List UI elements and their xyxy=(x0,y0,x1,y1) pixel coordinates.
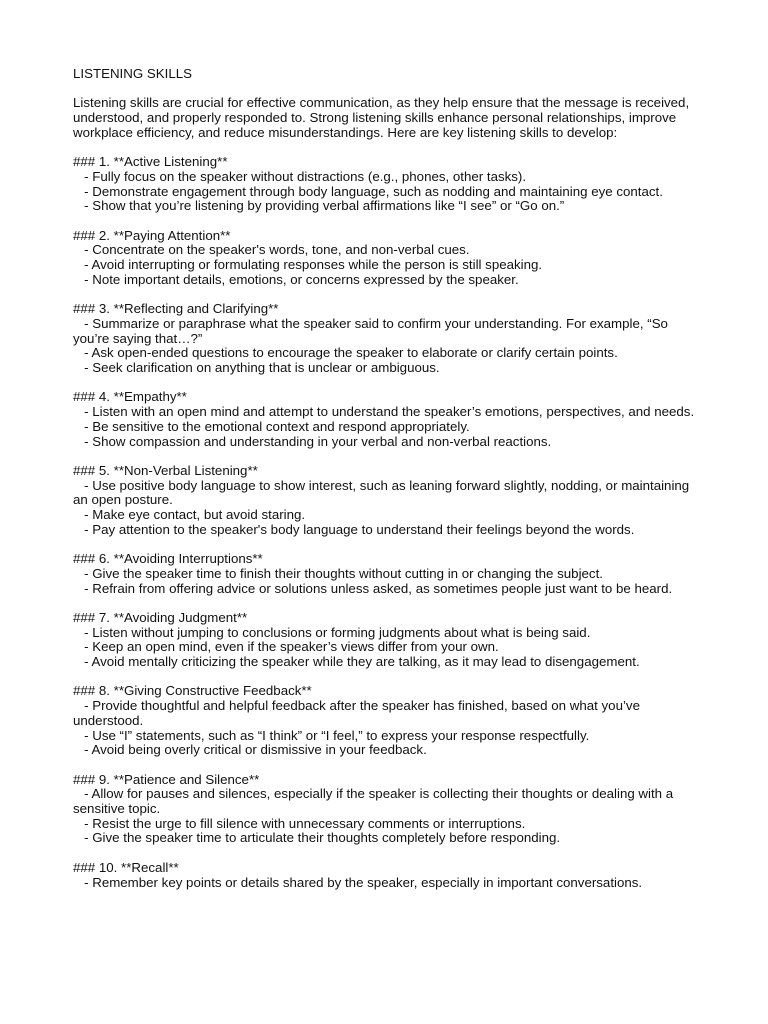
list-item: - Give the speaker time to articulate their thoughts completely before responding. xyxy=(84,830,561,846)
section-heading: ### 6. **Avoiding Interruptions** xyxy=(73,551,263,567)
section-paying-attention xyxy=(73,229,703,288)
list-item: - Allow for pauses and silences, especially if the speaker is collecting their thoughts or dealing with a sensitive topic. xyxy=(73,786,674,816)
section-constructive-feedback xyxy=(73,684,703,758)
list-item: - Keep an open mind, even if the speaker’s views differ from your own. xyxy=(84,639,499,655)
list-item: - Fully focus on the speaker without distractions (e.g., phones, other tasks). xyxy=(84,168,527,184)
section-avoiding-interruptions xyxy=(73,552,703,596)
list-item: - Provide thoughtful and helpful feedback after the speaker has finished, based on what you’ve understood. xyxy=(73,698,640,728)
section-recall xyxy=(73,861,703,890)
section-heading: ### 7. **Avoiding Judgment** xyxy=(73,609,248,625)
document-body xyxy=(73,67,703,905)
section-heading: ### 5. **Non-Verbal Listening** xyxy=(73,462,258,478)
list-item: - Listen with an open mind and attempt to understand the speaker’s emotions, perspectives, and needs. xyxy=(84,404,695,420)
list-item: - Note important details, emotions, or concerns expressed by the speaker. xyxy=(84,271,519,287)
intro-paragraph: Listening skills are crucial for effective communication, as they help ensure that the message is received, understood, and properly responded to. Strong listening skills enhance personal relationships, improve workplace efficiency, and reduce misunderstandings. Here are key listening skills to develop: xyxy=(73,95,690,140)
section-heading: ### 4. **Empathy** xyxy=(73,389,187,405)
list-item: - Seek clarification on anything that is unclear or ambiguous. xyxy=(84,360,440,375)
list-item: - Ask open-ended questions to encourage the speaker to elaborate or clarify certain points. xyxy=(84,345,618,361)
section-heading: ### 9. **Patience and Silence** xyxy=(73,771,260,787)
list-item: - Remember key points or details shared by the speaker, especially in important conversations. xyxy=(84,874,643,890)
section-reflecting-clarifying xyxy=(73,302,703,376)
document-title: LISTENING SKILLS xyxy=(73,66,192,81)
section-empathy xyxy=(73,390,703,449)
list-item: - Be sensitive to the emotional context and respond appropriately. xyxy=(84,418,470,434)
list-item: - Use “I” statements, such as “I think” or “I feel,” to express your response respectfully. xyxy=(84,727,590,743)
section-heading: ### 8. **Giving Constructive Feedback** xyxy=(73,683,312,699)
section-heading: ### 1. **Active Listening** xyxy=(73,154,228,170)
section-active-listening xyxy=(73,155,703,214)
list-item: - Summarize or paraphrase what the speaker said to confirm your understanding. For example, “So you’re saying that…?” xyxy=(73,315,668,346)
section-avoiding-judgment xyxy=(73,611,703,670)
list-item: - Use positive body language to show interest, such as leaning forward slightly, nodding, or maintaining an open posture. xyxy=(73,477,690,508)
section-non-verbal-listening xyxy=(73,464,703,538)
section-heading: ### 2. **Paying Attention** xyxy=(73,227,231,243)
list-item: - Give the speaker time to finish their thoughts without cutting in or changing the subject. xyxy=(84,565,603,581)
list-item: - Show compassion and understanding in your verbal and non-verbal reactions. xyxy=(84,433,552,449)
list-item: - Make eye contact, but avoid staring. xyxy=(84,507,306,522)
list-item: - Demonstrate engagement through body language, such as nodding and maintaining eye contact. xyxy=(84,183,663,199)
list-item: - Pay attention to the speaker's body language to understand their feelings beyond the words. xyxy=(84,521,635,537)
list-item: - Show that you’re listening by providing verbal affirmations like “I see” or “Go on.” xyxy=(84,198,565,214)
section-patience-silence xyxy=(73,773,703,847)
list-item: - Avoid mentally criticizing the speaker while they are talking, as it may lead to disengagement. xyxy=(84,654,640,669)
section-heading: ### 3. **Reflecting and Clarifying** xyxy=(73,301,279,317)
list-item: - Listen without jumping to conclusions or forming judgments about what is being said. xyxy=(84,624,591,640)
list-item: - Avoid being overly critical or dismissive in your feedback. xyxy=(84,742,427,758)
list-item: - Avoid interrupting or formulating responses while the person is still speaking. xyxy=(84,257,543,273)
section-heading: ### 10. **Recall** xyxy=(73,859,179,875)
list-item: - Refrain from offering advice or solutions unless asked, as sometimes people just want to be heard. xyxy=(84,580,673,596)
list-item: - Concentrate on the speaker's words, tone, and non-verbal cues. xyxy=(84,242,470,258)
list-item: - Resist the urge to fill silence with unnecessary comments or interruptions. xyxy=(84,815,526,831)
